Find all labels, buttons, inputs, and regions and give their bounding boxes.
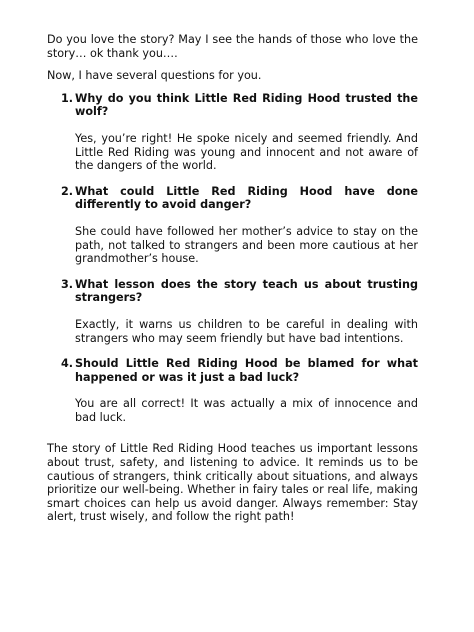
- question-item-4: [47, 357, 418, 424]
- answer-text: Exactly, it warns us children to be careful in dealing with strangers who may seem friendly but have bad intentions.: [75, 317, 418, 345]
- question-number: 1.: [61, 91, 74, 105]
- question-text: Why do you think Little Red Riding Hood trusted the wolf?: [75, 91, 418, 119]
- answer-text: Yes, you’re right! He spoke nicely and seemed friendly. And Little Red Riding was young and innocent and not aware of the dangers of the world.: [75, 131, 418, 173]
- question-number: 2.: [61, 184, 74, 198]
- conclusion-paragraph: The story of Little Red Riding Hood teaches us important lessons about trust, safety, and listening to advice. It reminds us to be cautious of strangers, think critically about situations, and always prioritize our well-being. Whether in fairy tales or real life, making smart choices can help us avoid danger. Always remember: Stay alert, trust wisely, and follow the right path!: [47, 442, 418, 524]
- question-list: [47, 92, 418, 425]
- question-item-2: [47, 185, 418, 266]
- question-number: 4.: [61, 357, 74, 371]
- question-item-3: [47, 278, 418, 345]
- intro-question-lead: Now, I have several questions for you.: [47, 69, 262, 83]
- intro-paragraph: Do you love the story? May I see the hands of those who love the story… ok thank you….: [47, 33, 418, 60]
- document-page: [47, 33, 418, 524]
- question-item-1: [47, 92, 418, 173]
- question-text: Should Little Red Riding Hood be blamed for what happened or was it just a bad luck?: [75, 357, 418, 384]
- question-number: 3.: [61, 277, 74, 291]
- question-text: What lesson does the story teach us about trusting strangers?: [75, 277, 418, 305]
- answer-text: She could have followed her mother’s advice to stay on the path, not talked to strangers and been more cautious at her grandmother’s house.: [75, 224, 418, 266]
- answer-text: You are all correct! It was actually a mix of innocence and bad luck.: [75, 397, 418, 424]
- question-text: What could Little Red Riding Hood have done differently to avoid danger?: [75, 184, 418, 212]
